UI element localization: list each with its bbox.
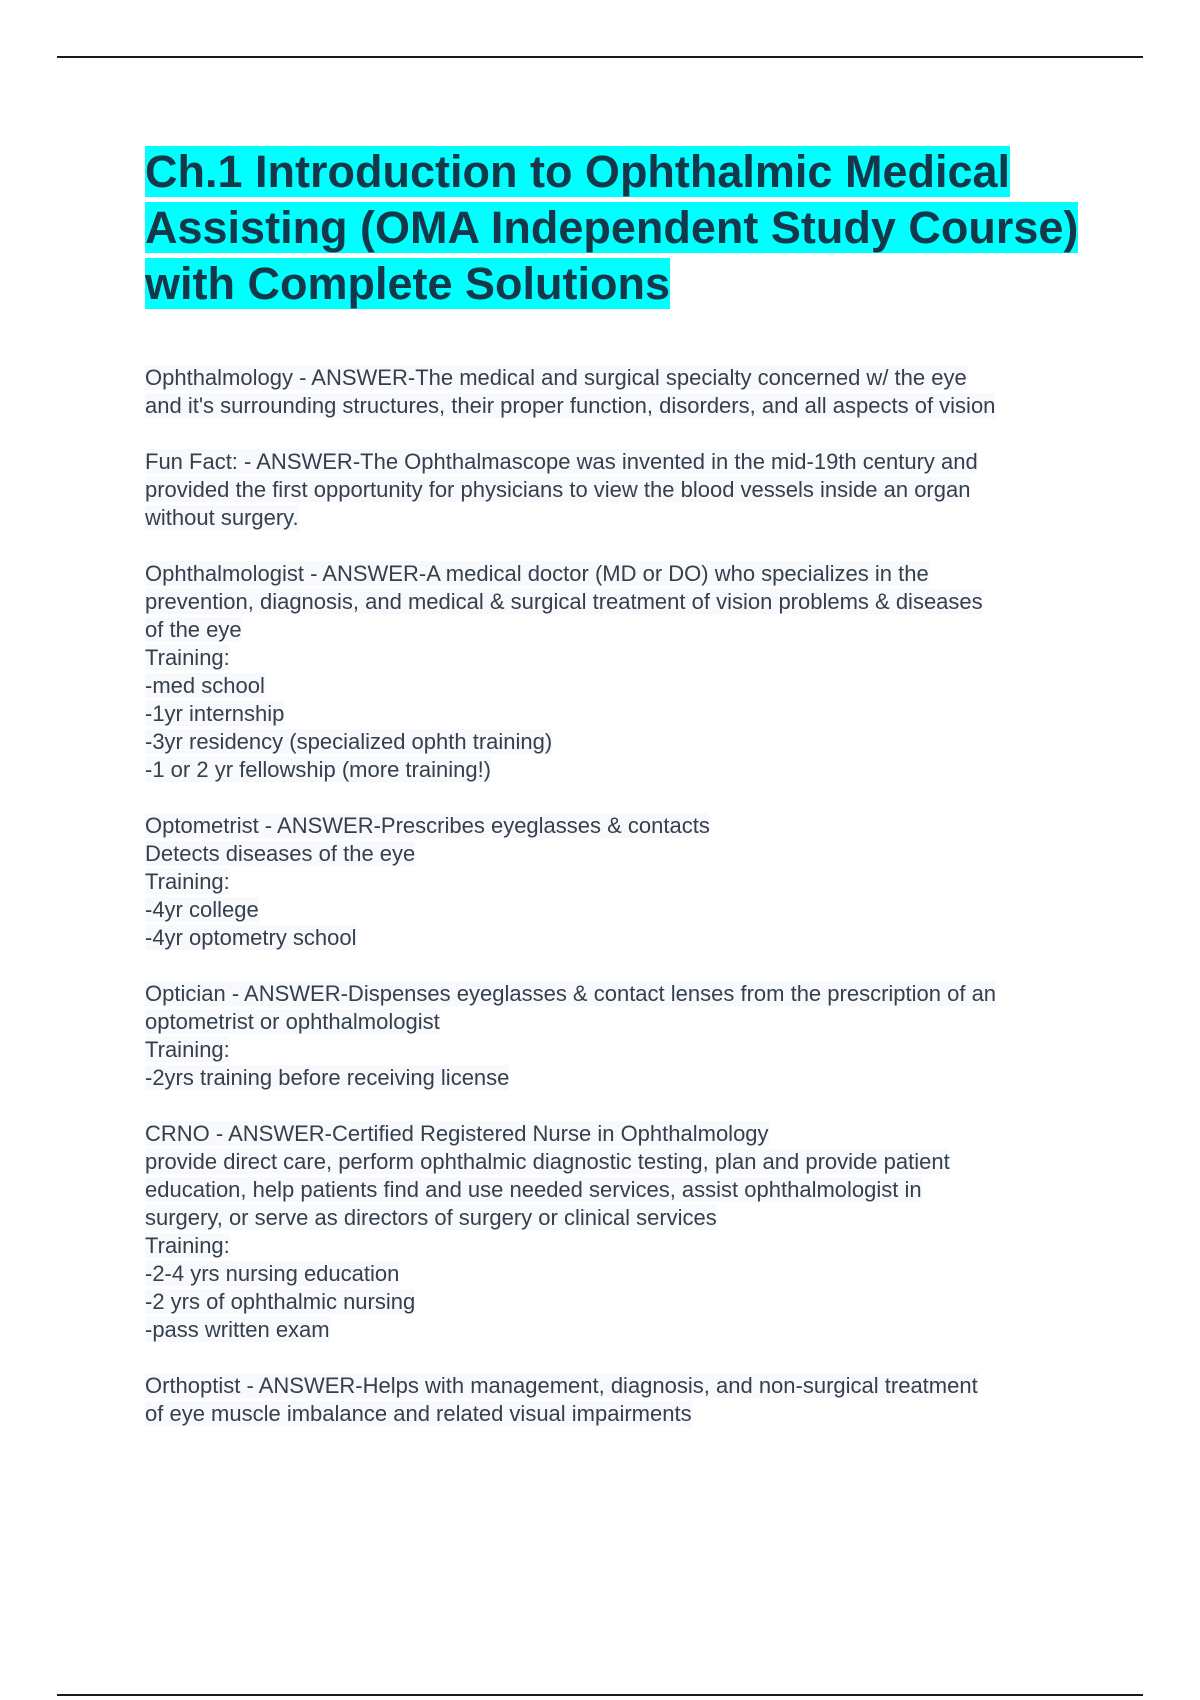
- qa-entry: [145, 364, 1085, 420]
- entry-line: [145, 1008, 1085, 1036]
- qa-entry: [145, 560, 1085, 784]
- document-body: [145, 144, 1085, 1456]
- entry-line-text: -4yr optometry school: [145, 925, 357, 950]
- entry-line-text: provide direct care, perform ophthalmic diagnostic testing, plan and provide patient: [145, 1149, 950, 1174]
- entry-line-text: Ophthalmology - ANSWER-The medical and surgical specialty concerned w/ the eye: [145, 365, 967, 390]
- entry-line: [145, 1316, 1085, 1344]
- entry-line: [145, 1176, 1085, 1204]
- entry-line-text: and it's surrounding structures, their proper function, disorders, and all aspects of vision: [145, 393, 996, 418]
- entry-line: [145, 560, 1085, 588]
- qa-entry: [145, 812, 1085, 952]
- entry-line-text: of the eye: [145, 617, 242, 642]
- entry-line-text: -1 or 2 yr fellowship (more training!): [145, 757, 492, 782]
- entry-line-text: of eye muscle imbalance and related visual impairments: [145, 1401, 692, 1426]
- entry-line: [145, 1204, 1085, 1232]
- entry-line: [145, 1372, 1085, 1400]
- entry-line-text: -2yrs training before receiving license: [145, 1065, 510, 1090]
- entry-line: [145, 868, 1085, 896]
- entry-line: [145, 448, 1085, 476]
- entry-line-text: Optician - ANSWER-Dispenses eyeglasses & contact lenses from the prescription of an: [145, 981, 997, 1006]
- entry-line-text: optometrist or ophthalmologist: [145, 1009, 440, 1034]
- entry-line-text: CRNO - ANSWER-Certified Registered Nurse in Ophthalmology: [145, 1121, 769, 1146]
- entry-line: [145, 1120, 1085, 1148]
- qa-entry: [145, 1372, 1085, 1428]
- qa-entry: [145, 980, 1085, 1092]
- qa-entries: [145, 364, 1085, 1428]
- entry-line-text: Training:: [145, 869, 230, 894]
- entry-line-text: Ophthalmologist - ANSWER-A medical doctor (MD or DO) who specializes in the: [145, 561, 929, 586]
- entry-line: [145, 1400, 1085, 1428]
- entry-line: [145, 1260, 1085, 1288]
- entry-line-text: Orthoptist - ANSWER-Helps with management, diagnosis, and non-surgical treatment: [145, 1373, 978, 1398]
- entry-line-text: Optometrist - ANSWER-Prescribes eyeglasses & contacts: [145, 813, 710, 838]
- entry-line-text: -2-4 yrs nursing education: [145, 1261, 400, 1286]
- document-title: [145, 144, 1085, 312]
- entry-line-text: -4yr college: [145, 897, 259, 922]
- document-title-text: Ch.1 Introduction to Ophthalmic Medical Assisting (OMA Independent Study Course) with Complete Solutions: [145, 146, 1079, 309]
- entry-line: [145, 1288, 1085, 1316]
- entry-line-text: provided the first opportunity for physicians to view the blood vessels inside an organ: [145, 477, 971, 502]
- entry-line-text: education, help patients find and use needed services, assist ophthalmologist in: [145, 1177, 922, 1202]
- entry-line: [145, 1036, 1085, 1064]
- entry-line-text: Fun Fact: - ANSWER-The Ophthalmascope was invented in the mid-19th century and: [145, 449, 978, 474]
- entry-line: [145, 924, 1085, 952]
- entry-line: [145, 840, 1085, 868]
- entry-line: [145, 364, 1085, 392]
- entry-line-text: without surgery.: [145, 505, 299, 530]
- entry-line: [145, 1148, 1085, 1176]
- entry-line-text: -3yr residency (specialized ophth training): [145, 729, 553, 754]
- entry-line-text: -1yr internship: [145, 701, 285, 726]
- entry-line: [145, 980, 1085, 1008]
- entry-line: [145, 644, 1085, 672]
- qa-entry: [145, 448, 1085, 532]
- entry-line-text: Training:: [145, 1233, 230, 1258]
- entry-line: [145, 1064, 1085, 1092]
- entry-line: [145, 756, 1085, 784]
- entry-line: [145, 504, 1085, 532]
- entry-line-text: -2 yrs of ophthalmic nursing: [145, 1289, 416, 1314]
- entry-line-text: Detects diseases of the eye: [145, 841, 416, 866]
- entry-line: [145, 812, 1085, 840]
- bottom-rule: [57, 1694, 1143, 1696]
- entry-line-text: Training:: [145, 645, 230, 670]
- entry-line-text: -pass written exam: [145, 1317, 330, 1342]
- entry-line: [145, 896, 1085, 924]
- entry-line: [145, 616, 1085, 644]
- entry-line: [145, 1232, 1085, 1260]
- entry-line-text: prevention, diagnosis, and medical & surgical treatment of vision problems & diseases: [145, 589, 983, 614]
- qa-entry: [145, 1120, 1085, 1344]
- entry-line: [145, 392, 1085, 420]
- entry-line-text: surgery, or serve as directors of surgery or clinical services: [145, 1205, 717, 1230]
- entry-line: [145, 728, 1085, 756]
- entry-line-text: Training:: [145, 1037, 230, 1062]
- entry-line-text: -med school: [145, 673, 265, 698]
- entry-line: [145, 672, 1085, 700]
- top-rule: [57, 56, 1143, 58]
- entry-line: [145, 588, 1085, 616]
- entry-line: [145, 476, 1085, 504]
- entry-line: [145, 700, 1085, 728]
